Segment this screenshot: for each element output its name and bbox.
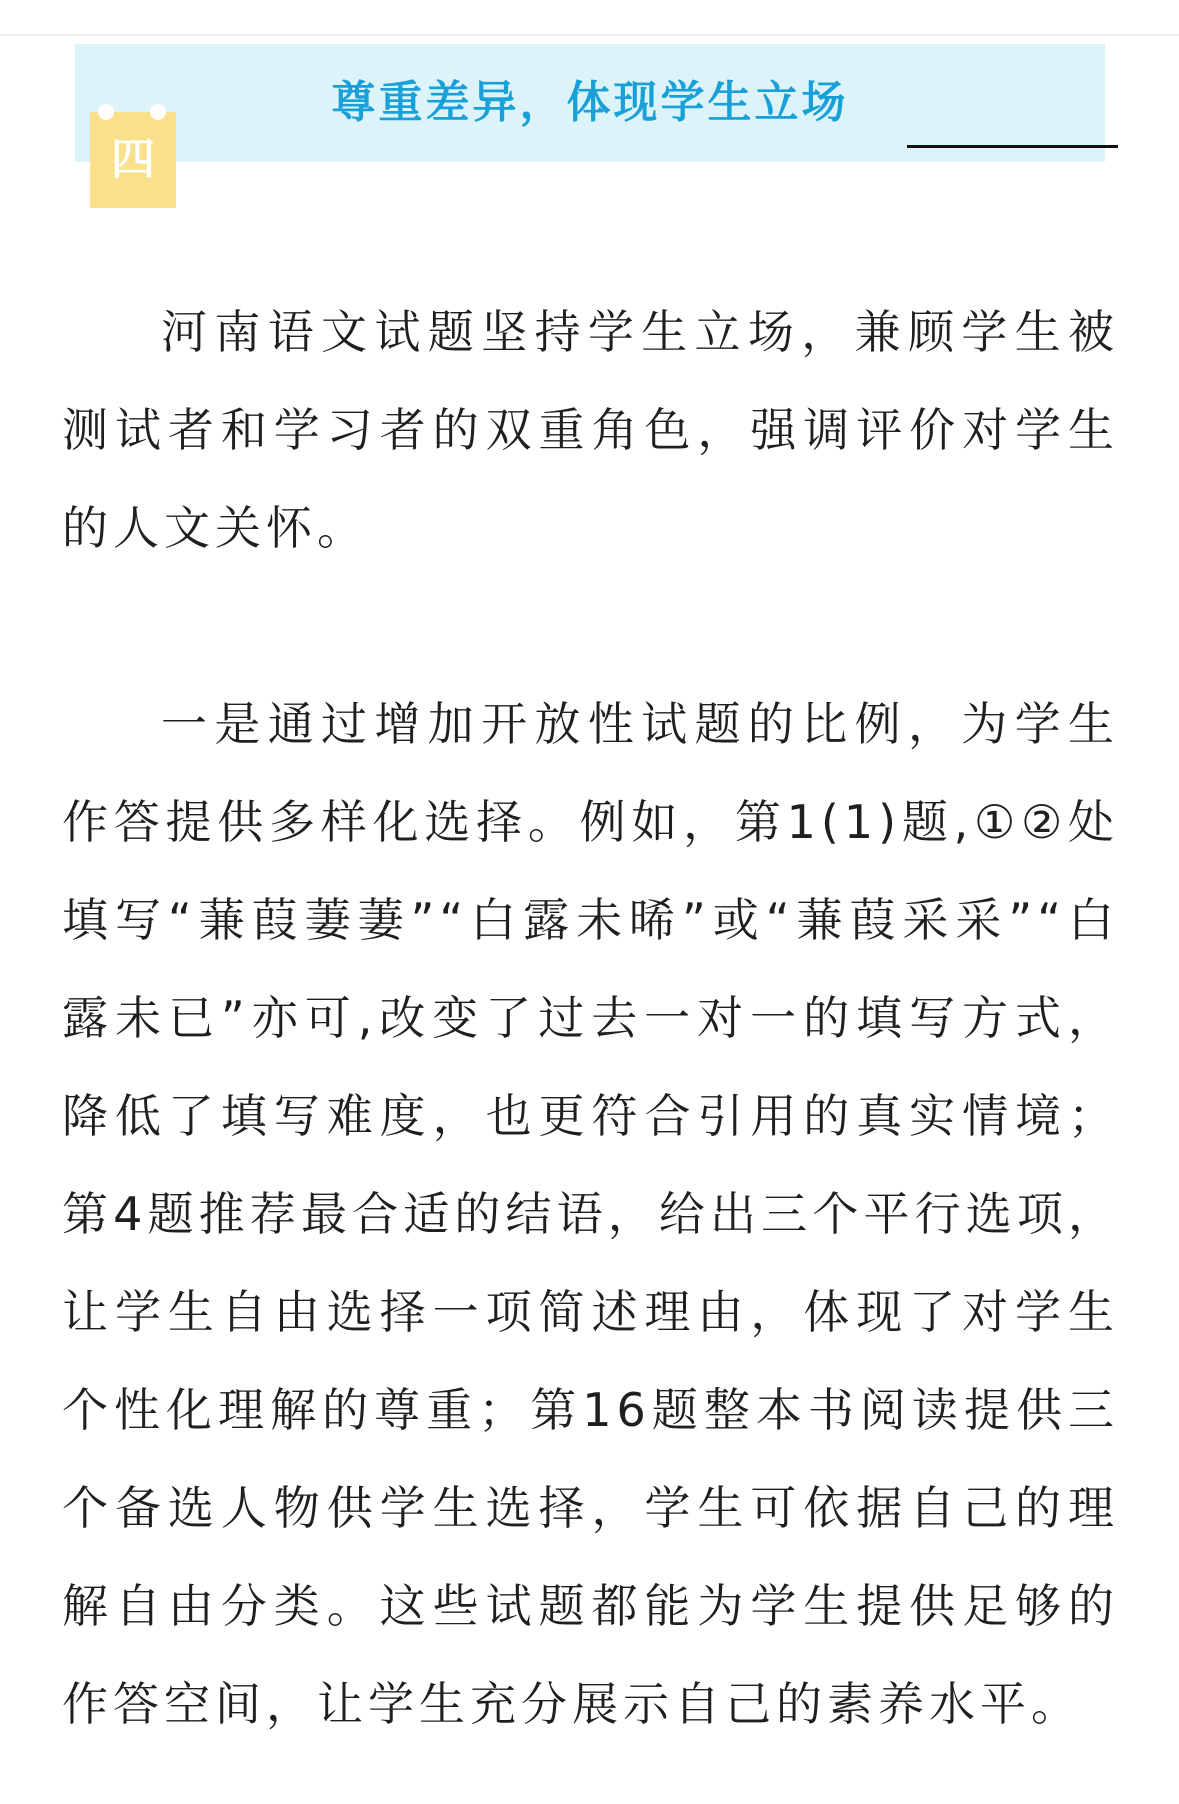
paragraph-open-questions: 一是通过增加开放性试题的比例，为学生作答提供多样化选择。例如，第1(1)题,①②处填写“蒹葭萋萋”“白露未晞”或“蒹葭采采”“白露未已”亦可,改变了过去一对一的填写方式，降低了填写难度，也更符合引用的真实情境；第4题推荐最合适的结语，给出三个平行选项，让学生自由选择一项简述理由，体现了对学生个性化理解的尊重；第16题整本书阅读提供三个备选人物供学生选择，学生可依据自己的理解自由分类。这些试题都能为学生提供足够的作答空间，让学生充分展示自己的素养水平。 (62, 697, 1119, 1731)
section-number: 四 (111, 134, 155, 185)
article-body (62, 283, 1119, 1753)
section-number-badge (90, 112, 176, 208)
title-underline (907, 145, 1118, 148)
paragraph-intro: 河南语文试题坚持学生立场，兼顾学生被测试者和学习者的双重角色，强调评价对学生的人文关怀。 (62, 305, 1119, 555)
section-header (75, 44, 1105, 162)
top-divider (0, 34, 1179, 36)
section-title: 尊重差异，体现学生立场 (331, 77, 849, 128)
